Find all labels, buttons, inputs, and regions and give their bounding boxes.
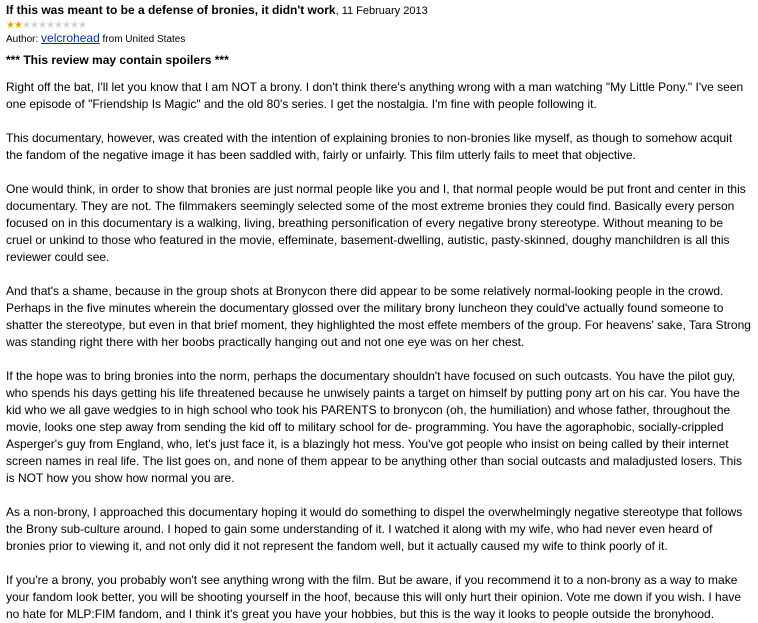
review-paragraph: If the hope was to bring bronies into the norm, perhaps the documentary shouldn't have focused on such outcasts. You have the pilot guy, who spends his days getting his life threatened because he unwisely paints a target on himself by putting pony art on his car. You have the kid who we all gave wedgies to in high school who took his PARENTS to bronycon (oh, the humiliation) and whose father, throughout the movie, looks one step away from sending the kid off to military school for de- programming. You have the agoraphobic, socially-crippled Asperger's guy from England, who, let's just face it, is a blazingly hot mess. You've got people who insist on being called by their internet screen names in real life. The list goes on, and none of them appear to be anything other than social outcasts and maladjusted losers. This is NOT how you show how normal you are. xyxy=(6,369,742,485)
review-header xyxy=(6,3,752,19)
review-paragraph: Right off the bat, I'll let you know that I am NOT a brony. I don't think there's anything wrong with a man watching "My Little Pony." I've seen one episode of "Friendship Is Magic" and the old 80's series. I get the nostalgia. I'm fine with people following it. xyxy=(6,80,744,111)
author-location: from United States xyxy=(102,34,186,45)
star-empty-icon: ★ xyxy=(22,20,30,31)
star-empty-icon: ★ xyxy=(30,20,38,31)
review-body xyxy=(6,79,752,623)
star-empty-icon: ★ xyxy=(62,20,70,31)
review-paragraph: If you're a brony, you probably won't see anything wrong with the film. But be aware, if you recommend it to a non-brony as a way to make your fandom look better, you will be shooting yourself in the hoof, because this will only hurt their opinion. Vote me down if you wish. I have no hate for MLP:FIM fandom, and I think it's great you have your hobbies, but this is the way it looks to people outside the bronyhood. xyxy=(6,573,742,621)
spoiler-notice: *** This review may contain spoilers *** xyxy=(6,53,229,67)
star-empty-icon: ★ xyxy=(70,20,78,31)
star-empty-icon: ★ xyxy=(46,20,54,31)
star-empty-icon: ★ xyxy=(78,20,86,31)
star-rating xyxy=(6,20,752,31)
author-prefix: Author: xyxy=(6,34,39,45)
star-filled-icon: ★ xyxy=(6,20,14,31)
author-link[interactable]: velcrohead xyxy=(41,31,100,45)
review-paragraph: This documentary, however, was created with the intention of explaining bronies to non-bronies like myself, as though to somehow acquit the fandom of the negative image it has been saddled with, fairly or unfairly. This film utterly fails to meet that objective. xyxy=(6,131,733,162)
review-title: If this was meant to be a defense of bronies, it didn't work xyxy=(6,3,336,17)
review-paragraph: As a non-brony, I approached this documentary hoping it would do something to dispel the overwhelmingly negative stereotype that follows the Brony sub-culture around. I hoped to gain some understanding of it. I watched it along with my wife, who had never even heard of bronies prior to viewing it, and not only did it not represent the fandom well, but it actually caused my wife to think poorly of it. xyxy=(6,505,743,553)
author-line xyxy=(6,31,752,47)
star-empty-icon: ★ xyxy=(54,20,62,31)
star-filled-icon: ★ xyxy=(14,20,22,31)
review-date: , 11 February 2013 xyxy=(335,5,428,17)
review-paragraph: One would think, in order to show that bronies are just normal people like you and I, that normal people would be put front and center in this documentary. They are not. The filmmakers seemingly selected some of the most extreme bronies they could find. Basically every person focused on in this documentary is a walking, living, breathing personification of every negative brony stereotype. Without meaning to be cruel or unkind to those who featured in the movie, effeminate, basement-dwelling, autistic, pasty-skinned, doughy manchildren is all this reviewer could see. xyxy=(6,182,746,264)
review-paragraph: And that's a shame, because in the group shots at Bronycon there did appear to be some relatively normal-looking people in the crowd. Perhaps in the five minutes wherein the documentary glossed over the military brony luncheon they could've actually found someone to shatter the stereotype, but even in that brief moment, they highlighted the most effete members of the group. For heavens' sake, Tara Strong was standing right there with her boobs practically hanging out and not one eye was on her chest. xyxy=(6,284,751,349)
star-empty-icon: ★ xyxy=(38,20,46,31)
